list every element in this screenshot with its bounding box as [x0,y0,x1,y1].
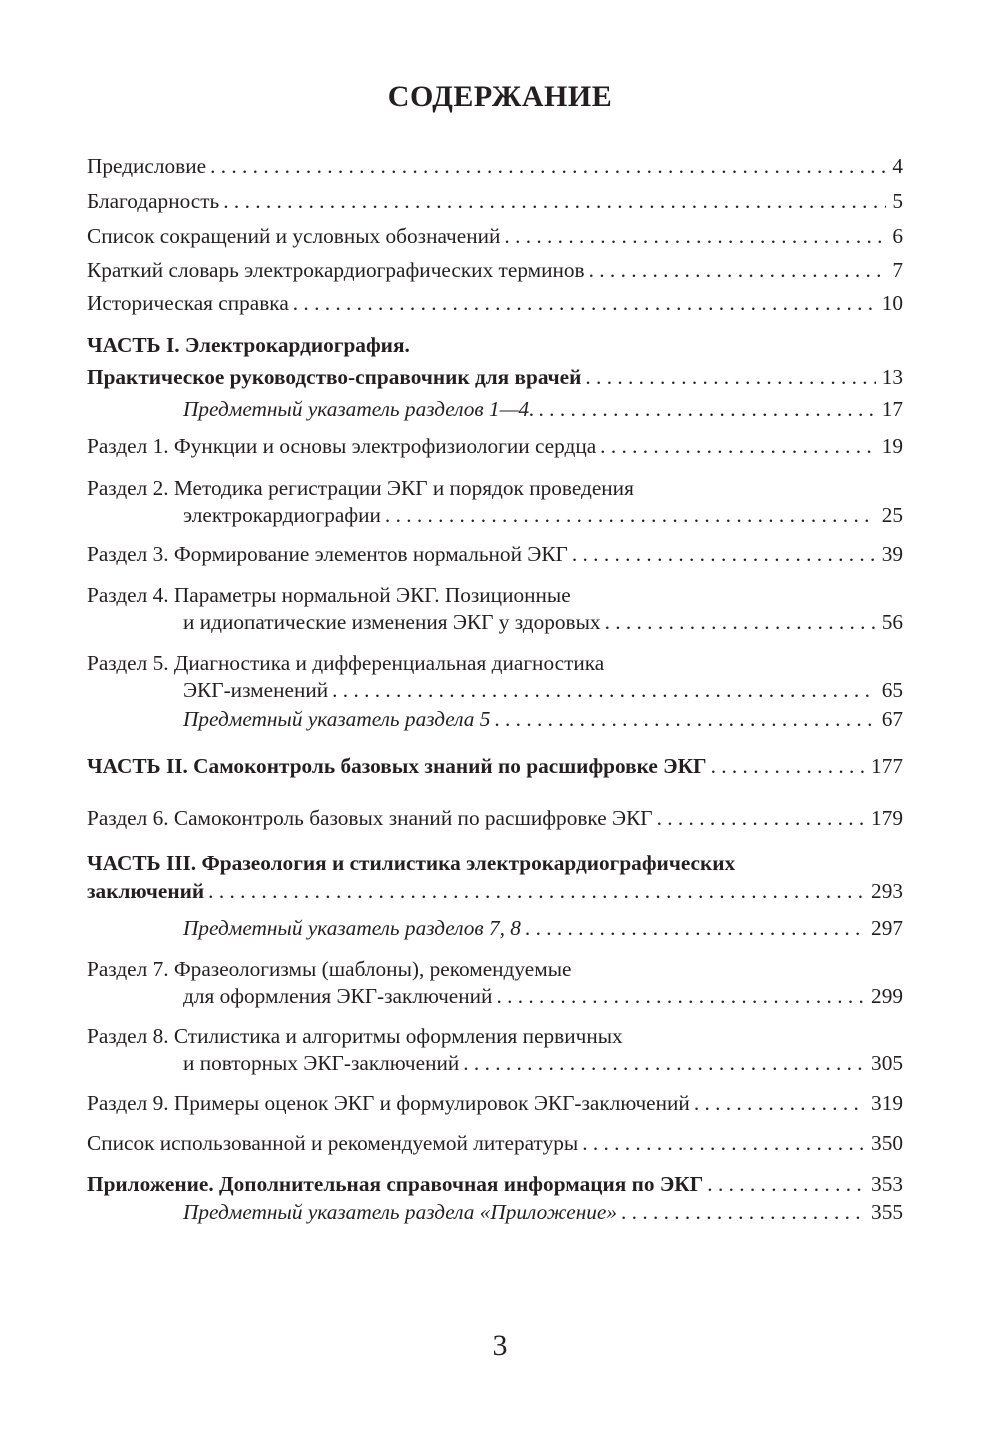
toc-entry-title-line2: заключений [87,876,208,906]
toc-entry-part-3[interactable] [87,848,903,906]
toc-entry-index-7-8[interactable] [87,913,903,943]
toc-entry-page: 67 [881,707,903,731]
toc-entry-history[interactable] [87,288,903,318]
toc-entry-title-line1: Раздел 7. Фразеологизмы (шаблоны), рекомендуемые [87,957,572,981]
dot-leader [707,1169,865,1199]
dot-leader [208,876,865,906]
toc-entry-section-5[interactable] [87,648,903,705]
toc-entry-section-8[interactable] [87,1021,903,1078]
toc-entry-page: 19 [881,434,903,458]
toc-entry-title: Предметный указатель раздела 5 [183,704,494,734]
toc-entry-page: 56 [881,610,903,634]
toc-entry-acknowledgements[interactable] [87,186,903,216]
toc-entry-part-2[interactable] [87,751,903,781]
toc-entry-section-6[interactable] [87,803,903,833]
dot-leader [605,607,876,637]
toc-entry-page: 6 [892,224,903,248]
toc-entry-references[interactable] [87,1128,903,1158]
toc-entry-title-line1: ЧАСТЬ III. Фразеология и стилистика электрокардиографических [87,851,736,875]
toc-entry-appendix[interactable] [87,1169,903,1199]
dot-leader [585,362,875,392]
toc-entry-title-line2: ЭКГ-изменений [183,675,332,705]
toc-entry-title: Благодарность [87,186,223,216]
toc-entry-section-3[interactable] [87,539,903,569]
toc-entry-title: ЧАСТЬ II. Самоконтроль базовых знаний по расшифровке ЭКГ [87,751,711,781]
toc-entry-title-line2: для оформления ЭКГ-заключений [183,981,496,1011]
toc-entry-title: Раздел 9. Примеры оценок ЭКГ и формулировок ЭКГ-заключений [87,1088,694,1118]
toc-entry-title: Предисловие [87,151,210,181]
toc-entry-preface[interactable] [87,151,903,181]
toc-entry-page: 293 [871,879,903,903]
toc-entry-page: 353 [871,1172,903,1196]
page-number: 3 [492,1329,508,1362]
dot-leader [621,1197,865,1227]
toc-entry-title: Историческая справка [87,288,293,318]
toc-entry-title-line1: ЧАСТЬ I. Электрокардиография. [87,333,410,357]
toc-entry-title-line1: Раздел 8. Стилистика и алгоритмы оформления первичных [87,1024,623,1048]
toc-entry-page: 177 [871,754,903,778]
toc-entry-page: 319 [871,1091,903,1115]
toc-entry-abbreviations[interactable] [87,221,903,251]
toc-entry-section-1[interactable] [87,431,903,461]
dot-leader [494,704,875,734]
dot-leader [463,1048,865,1078]
dot-leader [589,255,887,285]
toc-entry-title: Раздел 1. Функции и основы электрофизиологии сердца [87,431,600,461]
toc-entry-title: Предметный указатель разделов 1—4. [183,394,539,424]
toc-entry-section-7[interactable] [87,954,903,1011]
toc-entry-page: 10 [881,291,903,315]
toc-entry-title: Предметный указатель разделов 7, 8 [183,913,525,943]
toc-entry-title-line1: Раздел 5. Диагностика и дифференциальная диагностика [87,651,605,675]
toc-entry-page: 65 [881,678,903,702]
toc-entry-section-9[interactable] [87,1088,903,1118]
toc-entry-page: 7 [892,258,903,282]
toc-entry-title: Список сокращений и условных обозначений [87,221,504,251]
dot-leader [223,186,886,216]
toc-entry-title-line1: Раздел 2. Методика регистрации ЭКГ и порядок проведения [87,476,634,500]
toc-entry-title-line2: и идиопатические изменения ЭКГ у здоровых [183,607,605,637]
toc-entry-title-line2: Практическое руководство-справочник для врачей [87,362,585,392]
toc-entry-title-line1: Раздел 4. Параметры нормальной ЭКГ. Позиционные [87,583,571,607]
dot-leader [385,500,876,530]
toc-entry-index-1-4[interactable] [87,394,903,424]
toc-entry-title-line2: и повторных ЭКГ-заключений [183,1048,463,1078]
toc-entry-page: 355 [871,1200,903,1224]
dot-leader [582,1128,865,1158]
dot-leader [694,1088,865,1118]
dot-leader [525,913,865,943]
toc-entry-title: Список использованной и рекомендуемой литературы [87,1128,582,1158]
dot-leader [332,675,876,705]
toc-entry-page: 305 [871,1051,903,1075]
toc-entry-page: 179 [871,806,903,830]
toc-entry-page: 4 [892,154,903,178]
toc-entry-page: 5 [892,189,903,213]
toc-entry-index-5[interactable] [87,704,903,734]
toc-entry-page: 25 [881,503,903,527]
toc-entry-title: Раздел 6. Самоконтроль базовых знаний по расшифровке ЭКГ [87,803,657,833]
toc-entry-title: Предметный указатель раздела «Приложение» [183,1197,621,1227]
toc-entry-page: 13 [881,365,903,389]
dot-leader [210,151,886,181]
toc-entry-index-appendix[interactable] [87,1197,903,1227]
toc-entry-title: Приложение. Дополнительная справочная информация по ЭКГ [87,1169,707,1199]
dot-leader [600,431,876,461]
toc-entry-title-line2: электрокардиографии [183,500,385,530]
toc-entry-page: 17 [881,397,903,421]
dot-leader [539,394,876,424]
toc-entry-section-4[interactable] [87,580,903,637]
toc-entry-page: 39 [881,542,903,566]
toc-entry-title: Краткий словарь электрокардиографических терминов [87,255,589,285]
toc-entry-page: 350 [871,1131,903,1155]
dot-leader [496,981,865,1011]
toc-entry-page: 299 [871,984,903,1008]
toc-entry-part-1[interactable] [87,330,903,392]
dot-leader [711,751,865,781]
toc-entry-section-2[interactable] [87,473,903,530]
toc-entry-page: 297 [871,916,903,940]
page-title: СОДЕРЖАНИЕ [387,80,613,113]
dot-leader [293,288,876,318]
dot-leader [657,803,865,833]
toc-entry-title: Раздел 3. Формирование элементов нормальной ЭКГ [87,539,572,569]
toc-entry-glossary[interactable] [87,255,903,285]
dot-leader [504,221,886,251]
dot-leader [572,539,876,569]
